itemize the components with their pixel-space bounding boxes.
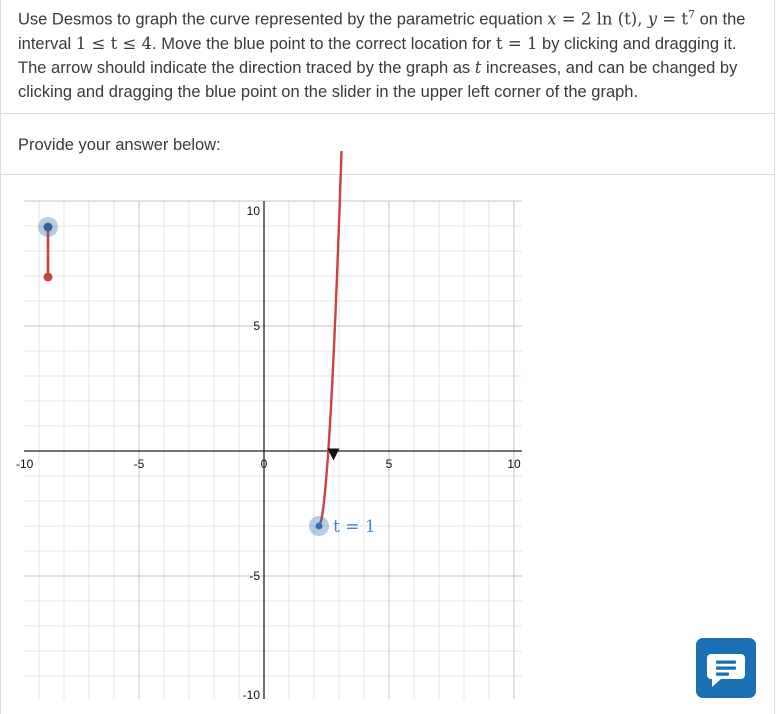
divider <box>0 113 775 114</box>
y-tick-label: -5 <box>249 569 260 583</box>
x-tick-label: 10 <box>507 457 521 471</box>
divider <box>0 174 775 175</box>
direction-slider[interactable] <box>38 217 58 282</box>
minor-gridlines <box>24 201 522 699</box>
answer-prompt: Provide your answer below: <box>18 136 221 154</box>
graph-canvas[interactable] <box>16 201 522 702</box>
point-label: t = 1 <box>333 517 376 537</box>
question-text: Use Desmos to graph the curve represented by the parametric equation x = 2 ln (t), $y = t^7$ on the interval 1 ≤ t ≤ 4. Move the blue point to the correct location for t = 1 by clicking and dragging it. The arrow should indicate the direction traced by the graph as t increases, and can be changed by clicking and dragging the blue point on the slider in the upper left corner of the graph. <box>18 8 746 101</box>
direction-arrow <box>328 449 340 461</box>
x-tick-label: -5 <box>133 457 145 471</box>
slider-handle <box>44 223 53 232</box>
y-tick-label: 5 <box>253 319 260 333</box>
arrow-head <box>328 449 340 461</box>
y-tick-label: -10 <box>242 688 260 702</box>
y-tick-label: 10 <box>246 204 260 218</box>
desmos-graph[interactable] <box>16 201 522 702</box>
parametric-curve <box>319 151 342 526</box>
draggable-point-t1[interactable] <box>309 516 376 537</box>
x-tick-label: 5 <box>385 457 393 471</box>
curve-path <box>319 151 342 526</box>
tick-labels <box>16 204 521 702</box>
slider-end <box>44 273 53 282</box>
chat-button[interactable] <box>696 638 756 698</box>
chat-icon <box>696 638 756 698</box>
point-dot <box>316 523 323 530</box>
x-tick-label: 0 <box>260 457 268 471</box>
x-tick-label: -10 <box>16 457 34 471</box>
